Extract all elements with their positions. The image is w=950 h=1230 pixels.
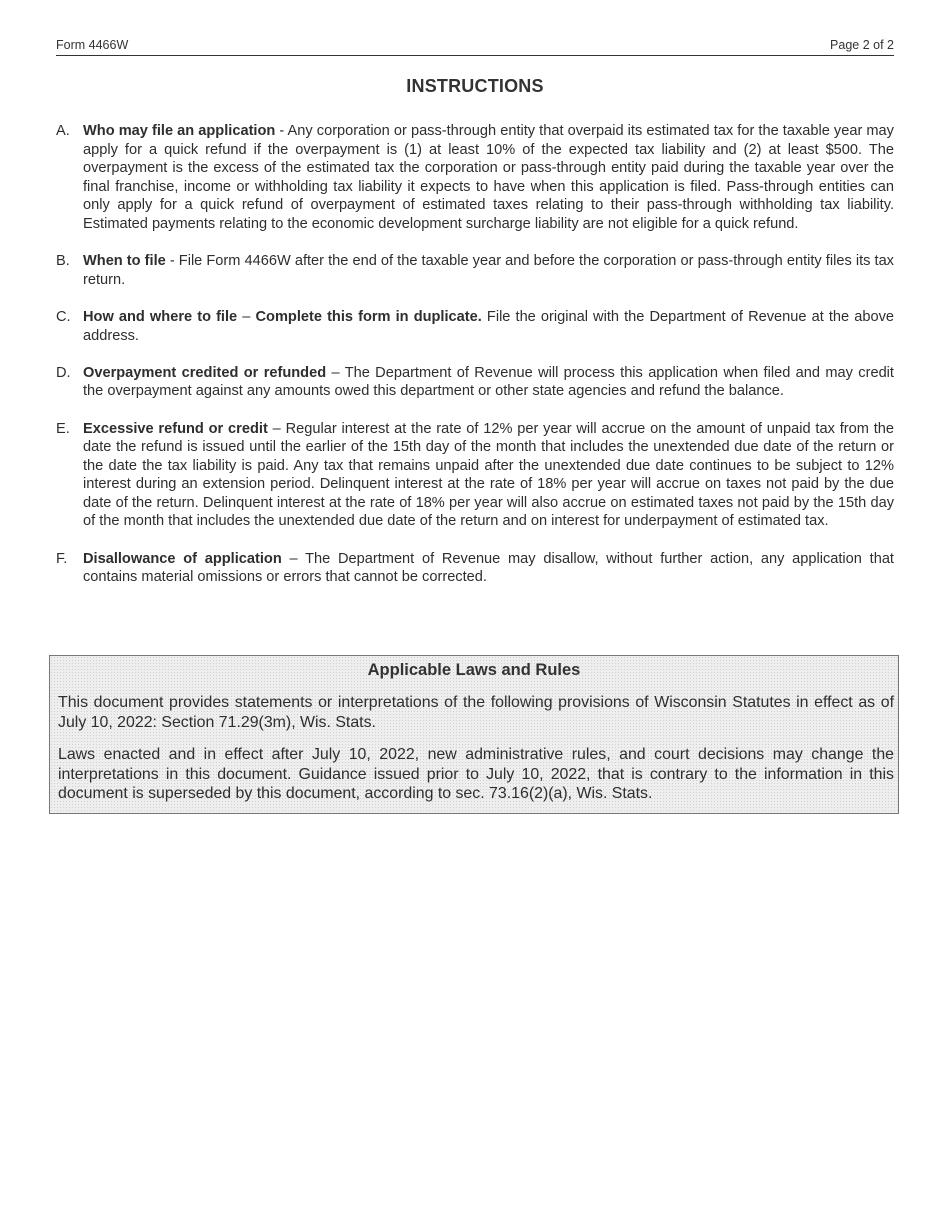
page-number: Page 2 of 2 xyxy=(830,38,894,52)
item-separator: - xyxy=(165,253,179,270)
instruction-item-f xyxy=(56,550,894,587)
item-separator: - xyxy=(275,123,288,139)
item-text: The Department of Revenue will process this application when filed and may credit the overpayment against any amounts owed this department or other state agencies and refund the balance. xyxy=(83,364,894,400)
item-heading: Who may file an application xyxy=(83,123,276,139)
item-heading: How and where to file xyxy=(83,308,238,325)
item-separator: – xyxy=(267,420,286,437)
instruction-item-e xyxy=(56,420,894,532)
item-letter: C. xyxy=(56,308,71,325)
form-name: Form 4466W xyxy=(56,38,129,52)
item-letter: D. xyxy=(56,364,71,381)
page-header xyxy=(56,38,894,55)
item-heading: Overpayment credited or refunded xyxy=(83,364,327,381)
item-separator: – xyxy=(237,308,256,325)
item-bold-text: Complete this form in duplicate. xyxy=(255,308,482,325)
page-title: INSTRUCTIONS xyxy=(406,76,544,96)
instruction-item-c xyxy=(56,308,894,345)
laws-box-title: Applicable Laws and Rules xyxy=(367,661,581,679)
item-letter: F. xyxy=(56,550,68,567)
instruction-item-a xyxy=(56,122,894,234)
item-heading: Excessive refund or credit xyxy=(83,420,268,437)
instruction-item-d xyxy=(56,364,894,401)
item-letter: B. xyxy=(56,253,70,270)
laws-paragraph-2: Laws enacted and in effect after July 10, 2022, new administrative rules, and court decisions may change the interpretations in this document. Guidance issued prior to July 10, 2022, that is contrary to the information in this document is superseded by this document, according to sec. 73.16(2)(a), Wis. Stats. xyxy=(58,746,894,802)
item-letter: E. xyxy=(56,420,70,437)
item-heading: When to file xyxy=(83,253,166,270)
header-divider xyxy=(56,55,894,56)
laws-paragraph-1: This document provides statements or interpretations of the following provisions of Wisconsin Statutes in effect as of July 10, 2022: Section 71.29(3m), Wis. Stats. xyxy=(58,694,894,731)
item-text: Regular interest at the rate of 12% per year will accrue on the amount of unpaid tax from the date the refund is issued until the earlier of the 15th day of the month that includes the unextended due date of the return or the date the tax liability is paid. Any tax that remains unpaid after the unextended due date continues to be subject to 12% interest during an extension period. Delinquent interest at the rate of 18% per year will accrue on taxes not paid by the due date of the return. Delinquent interest at the rate of 18% per year will also accrue on estimated taxes not paid by the 15th day of the month that includes the unextended due date of the return and on interest for underpayment of estimated tax. xyxy=(83,420,894,530)
instruction-item-b xyxy=(56,252,894,289)
item-text: The Department of Revenue may disallow, without further action, any application that contains material omissions or errors that cannot be corrected. xyxy=(83,550,894,586)
instructions-list xyxy=(56,122,894,605)
item-heading: Disallowance of application xyxy=(83,550,282,567)
applicable-laws-box xyxy=(49,655,899,814)
item-text: File Form 4466W after the end of the taxable year and before the corporation or pass-through entity files its tax return. xyxy=(83,253,894,288)
item-separator: – xyxy=(281,550,306,567)
item-separator: – xyxy=(326,364,345,381)
item-text: Any corporation or pass-through entity that overpaid its estimated tax for the taxable year may apply for a quick refund if the overpayment is (1) at least 10% of the expected tax liability and (2) at least $500. The overpayment is the excess of the estimated tax the corporation or pass-through entity paid during the taxable year over the final franchise, income or withholding tax liability it expects to have when this application is filed. Pass-through entities can only apply for a quick refund of overpayment of estimated taxes relating to their pass-through withholding tax liability. Estimated payments relating to the economic development surcharge liability are not eligible for a quick refund. xyxy=(83,123,894,232)
item-text: File the original with the Department of Revenue at the above address. xyxy=(83,308,894,344)
item-letter: A. xyxy=(56,123,70,139)
